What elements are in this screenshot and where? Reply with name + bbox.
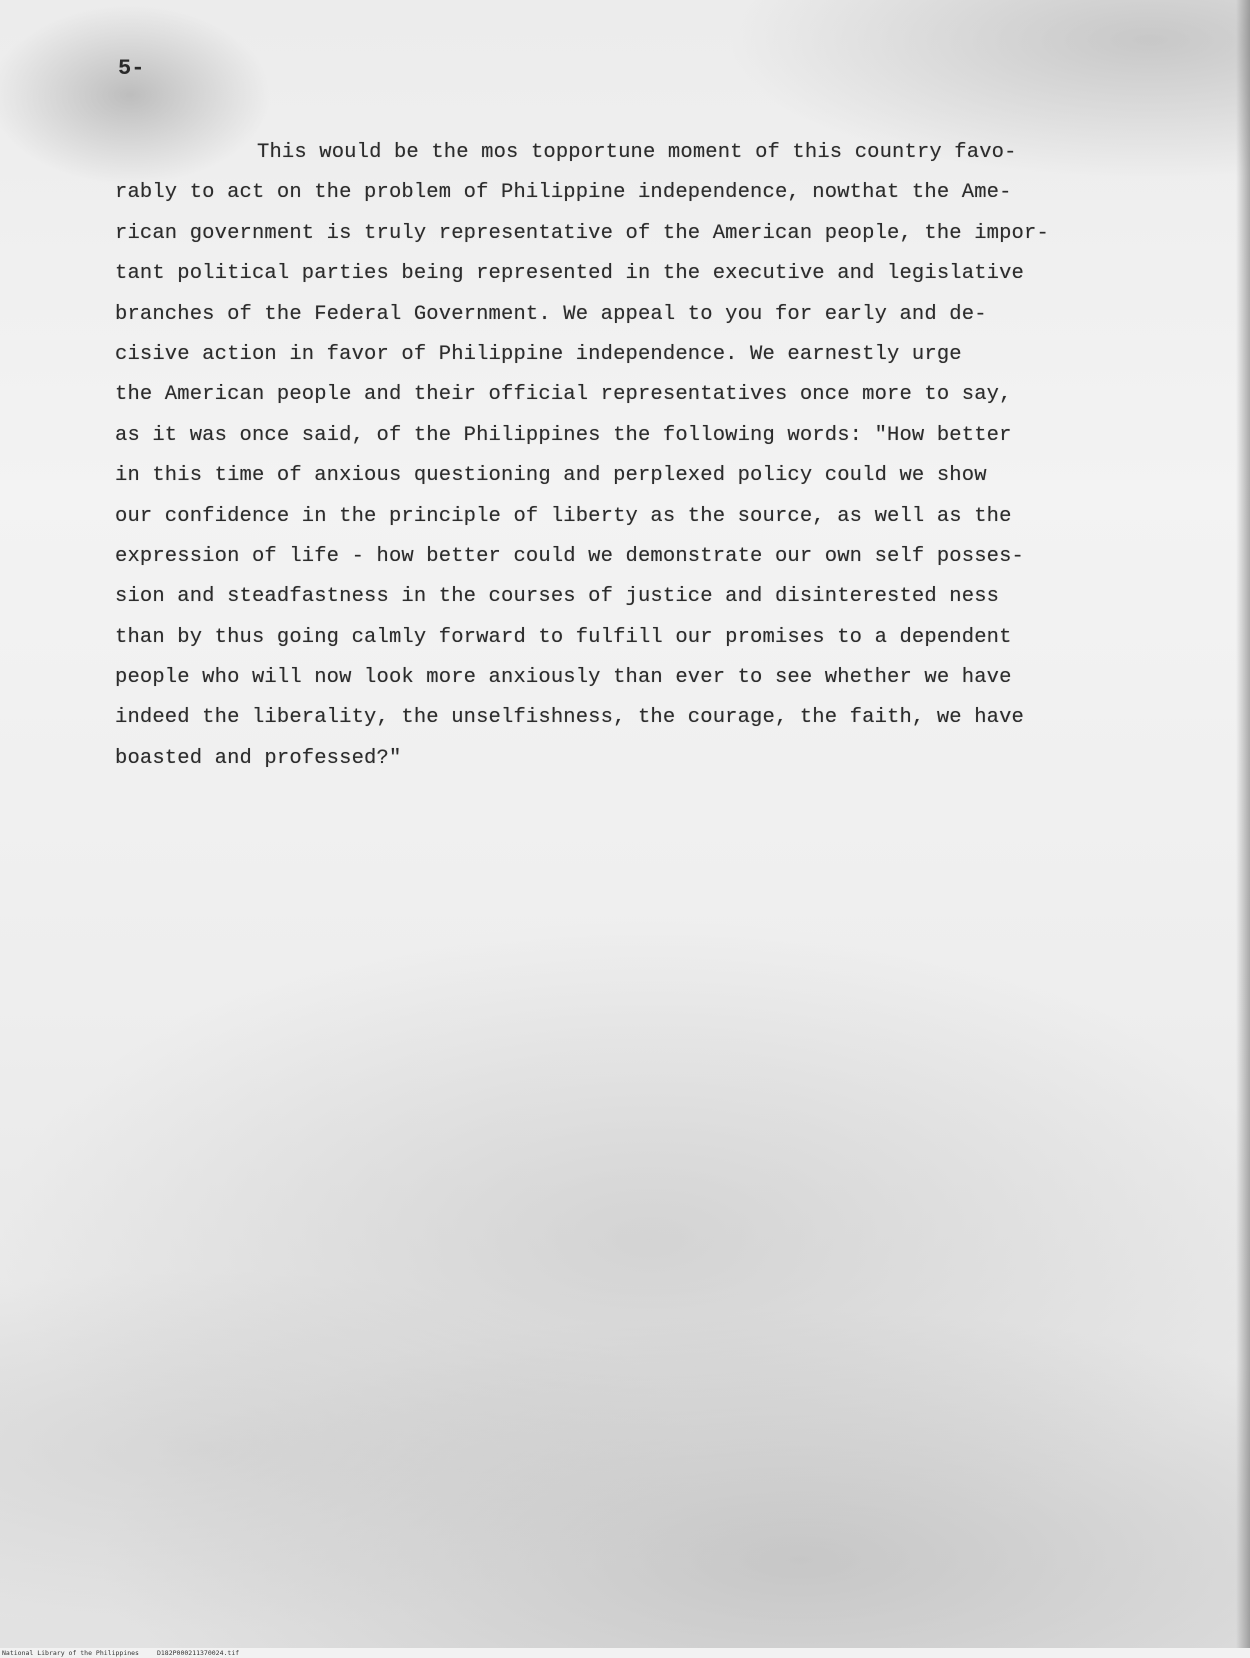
text-line: rican government is truly representative of the American people, the impor- bbox=[115, 221, 1049, 245]
text-line: tant political parties being represented in the executive and legislative bbox=[115, 262, 1024, 286]
text-line: cisive action in favor of Philippine independence. We earnestly urge bbox=[115, 342, 962, 366]
footer-institution: National Library of the Philippines bbox=[2, 1649, 139, 1657]
scan-footer bbox=[0, 1648, 1250, 1658]
text-line: our confidence in the principle of liberty as the source, as well as the bbox=[115, 504, 1012, 528]
page-number: 5- bbox=[118, 56, 145, 81]
text-line: sion and steadfastness in the courses of justice and disinterested ness bbox=[115, 585, 1000, 609]
text-line: expression of life - how better could we demonstrate our own self posses- bbox=[115, 544, 1024, 568]
text-line: rably to act on the problem of Philippine independence, nowthat the Ame- bbox=[115, 181, 1012, 205]
footer-file-name: D182P000211370024.tif bbox=[156, 1649, 240, 1657]
body-text bbox=[115, 133, 1155, 779]
text-line: boasted and professed?" bbox=[115, 746, 402, 770]
text-line: than by thus going calmly forward to fulfill our promises to a dependent bbox=[115, 625, 1012, 649]
page-edge-shadow bbox=[1236, 0, 1250, 1648]
text-line: as it was once said, of the Philippines the following words: "How better bbox=[115, 423, 1012, 447]
text-line: in this time of anxious questioning and perplexed policy could we show bbox=[115, 464, 987, 488]
text-line: This would be the mos topportune moment of this country favo- bbox=[257, 141, 1017, 164]
text-line: indeed the liberality, the unselfishness, the courage, the faith, we have bbox=[115, 706, 1024, 730]
text-line: people who will now look more anxiously than ever to see whether we have bbox=[115, 666, 1012, 690]
text-line: branches of the Federal Government. We appeal to you for early and de- bbox=[115, 302, 987, 326]
text-line: the American people and their official representatives once more to say, bbox=[115, 383, 1012, 407]
